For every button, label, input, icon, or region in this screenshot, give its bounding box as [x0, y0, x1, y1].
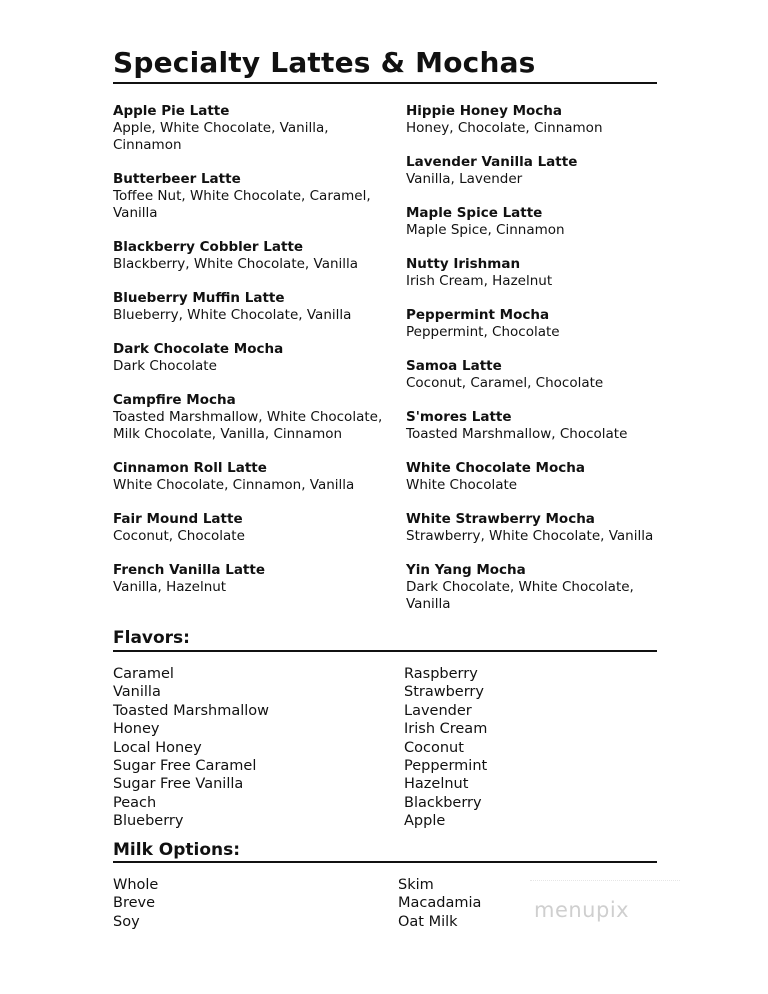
- drink-name: Blueberry Muffin Latte: [113, 290, 285, 306]
- drink-name: French Vanilla Latte: [113, 562, 265, 578]
- drink-name: Nutty Irishman: [406, 256, 521, 272]
- drink-ingredients: Peppermint, Chocolate: [406, 324, 560, 340]
- flavor-item: Blueberry: [113, 813, 184, 830]
- milk-options-divider: [113, 861, 657, 863]
- flavors-heading: Flavors:: [113, 628, 190, 648]
- drink-name: Fair Mound Latte: [113, 511, 243, 527]
- flavor-item: Honey: [113, 721, 160, 738]
- drink-ingredients: Vanilla, Hazelnut: [113, 579, 227, 595]
- drink-ingredients: Honey, Chocolate, Cinnamon: [406, 120, 603, 136]
- drink-item: [113, 511, 383, 545]
- flavor-item: Irish Cream: [404, 721, 488, 738]
- title-divider: [113, 82, 657, 84]
- drink-name: Hippie Honey Mocha: [406, 103, 563, 119]
- drink-item: [406, 562, 661, 613]
- drink-ingredients: Irish Cream, Hazelnut: [406, 273, 553, 289]
- milk-left-list: [113, 876, 158, 931]
- drink-ingredients: Toffee Nut, White Chocolate, Caramel, Vanilla: [113, 188, 371, 221]
- drink-name: Peppermint Mocha: [406, 307, 550, 323]
- flavors-divider: [113, 650, 657, 652]
- flavor-item: Peach: [113, 794, 157, 811]
- watermark-faint-line: [530, 880, 680, 887]
- drink-ingredients: Toasted Marshmallow, Chocolate: [406, 426, 628, 442]
- drink-name: Yin Yang Mocha: [406, 562, 526, 578]
- flavor-item: Raspberry: [404, 666, 478, 682]
- drink-ingredients: Blackberry, White Chocolate, Vanilla: [113, 256, 359, 272]
- drink-name: White Strawberry Mocha: [406, 511, 595, 527]
- drink-name: Samoa Latte: [406, 358, 502, 374]
- drink-item: [113, 171, 383, 222]
- drink-name: Cinnamon Roll Latte: [113, 460, 267, 476]
- milk-options-heading: Milk Options:: [113, 840, 241, 860]
- drink-item: [406, 154, 661, 188]
- drink-ingredients: Toasted Marshmallow, White Chocolate, Milk Chocolate, Vanilla, Cinnamon: [113, 409, 383, 442]
- flavors-right-list: [404, 665, 487, 831]
- drink-ingredients: Dark Chocolate: [113, 358, 217, 374]
- flavor-item: Sugar Free Caramel: [113, 758, 257, 775]
- milk-item: Soy: [113, 913, 140, 930]
- flavor-item: Blackberry: [404, 794, 482, 811]
- drink-name: Lavender Vanilla Latte: [406, 154, 578, 170]
- drink-item: [113, 460, 383, 494]
- drink-name: Apple Pie Latte: [113, 103, 230, 119]
- drink-name: Butterbeer Latte: [113, 171, 241, 187]
- flavor-item: Local Honey: [113, 739, 202, 756]
- drinks-left-column: [113, 103, 383, 613]
- drink-name: S'mores Latte: [406, 409, 512, 425]
- drink-item: [406, 205, 661, 239]
- drink-item: [406, 256, 661, 290]
- flavor-item: Strawberry: [404, 684, 484, 701]
- flavor-item: Vanilla: [113, 684, 161, 701]
- drink-ingredients: Strawberry, White Chocolate, Vanilla: [406, 528, 654, 544]
- flavors-left-list: [113, 665, 269, 831]
- milk-item: Breve: [113, 895, 156, 912]
- drink-ingredients: Maple Spice, Cinnamon: [406, 222, 565, 238]
- drink-name: White Chocolate Mocha: [406, 460, 585, 476]
- drink-item: [113, 239, 383, 273]
- drink-name: Campfire Mocha: [113, 392, 236, 408]
- drink-name: Maple Spice Latte: [406, 205, 543, 221]
- drink-item: [406, 409, 661, 443]
- milk-item: Oat Milk: [398, 913, 458, 930]
- menupix-watermark: menupix: [534, 898, 630, 922]
- drink-item: [406, 511, 661, 545]
- drink-ingredients: Dark Chocolate, White Chocolate, Vanilla: [406, 579, 634, 612]
- drink-item: [406, 307, 661, 341]
- drink-item: [113, 562, 383, 596]
- flavor-item: Lavender: [404, 702, 472, 719]
- flavor-item: Caramel: [113, 666, 174, 682]
- drink-item: [113, 341, 383, 375]
- drink-ingredients: Apple, White Chocolate, Vanilla, Cinnamon: [113, 120, 329, 153]
- flavor-item: Coconut: [404, 739, 464, 756]
- drink-item: [113, 392, 383, 443]
- flavor-item: Toasted Marshmallow: [113, 702, 270, 719]
- drink-ingredients: Coconut, Caramel, Chocolate: [406, 375, 604, 391]
- milk-item: Macadamia: [398, 895, 482, 912]
- milk-item: Skim: [398, 877, 434, 893]
- drink-ingredients: White Chocolate: [406, 477, 518, 493]
- drink-name: Blackberry Cobbler Latte: [113, 239, 304, 255]
- drink-ingredients: Vanilla, Lavender: [406, 171, 523, 187]
- drink-item: [406, 103, 661, 137]
- flavor-item: Hazelnut: [404, 776, 469, 793]
- drink-ingredients: White Chocolate, Cinnamon, Vanilla: [113, 477, 355, 493]
- drink-item: [113, 103, 383, 154]
- flavor-item: Sugar Free Vanilla: [113, 776, 244, 793]
- drinks-right-column: [406, 103, 661, 630]
- drink-name: Dark Chocolate Mocha: [113, 341, 284, 357]
- drink-item: [406, 460, 661, 494]
- drink-item: [406, 358, 661, 392]
- milk-right-list: [398, 876, 481, 931]
- drink-ingredients: Blueberry, White Chocolate, Vanilla: [113, 307, 352, 323]
- milk-item: Whole: [113, 877, 159, 893]
- flavor-item: Peppermint: [404, 758, 488, 775]
- page-title: Specialty Lattes & Mochas: [113, 46, 536, 79]
- drink-item: [113, 290, 383, 324]
- drink-ingredients: Coconut, Chocolate: [113, 528, 245, 544]
- flavor-item: Apple: [404, 813, 446, 830]
